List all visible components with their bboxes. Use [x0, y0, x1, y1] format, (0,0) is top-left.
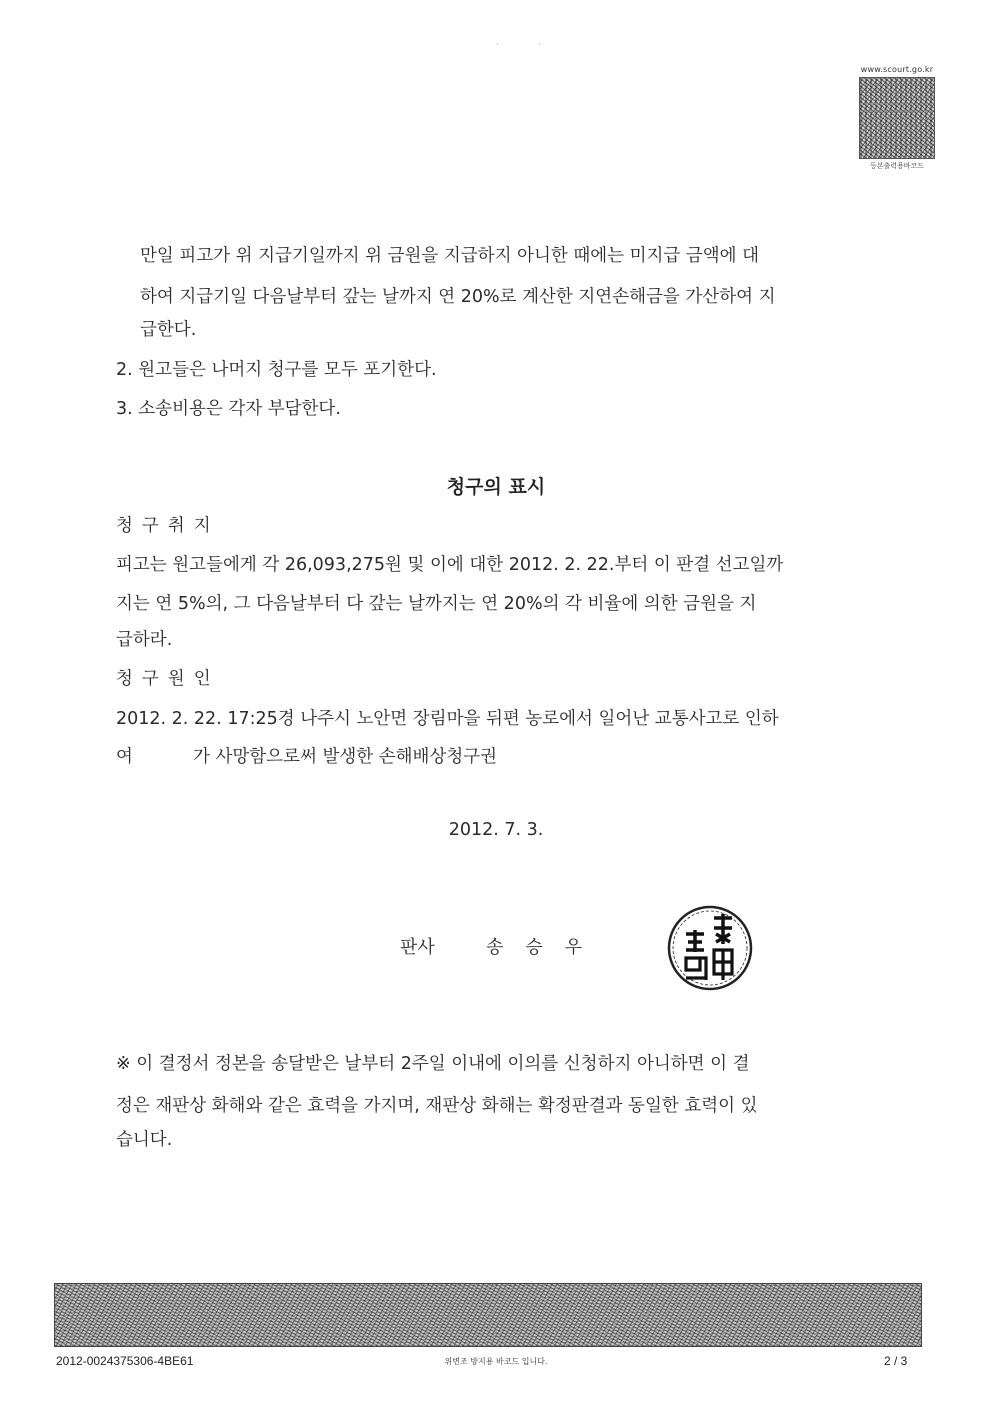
2d-barcode-icon: [859, 77, 935, 159]
decision-date: 2012. 7. 3.: [448, 820, 544, 840]
body-line-1: 만일 피고가 위 지급기일까지 위 금원을 지급하지 아니한 때에는 미지급 금액에 대: [140, 246, 760, 266]
claim-cause-label: 청구원인: [116, 669, 220, 689]
anti-forgery-note: 위변조 방지용 바코드 입니다.: [444, 1357, 548, 1366]
notice-line-1: ※ 이 결정서 정본을 송달받은 날부터 2주일 이내에 이의를 신청하지 아니하면 이 결: [116, 1054, 750, 1074]
judge-title: 판사: [400, 937, 435, 958]
body-line-5: 3. 소송비용은 각자 부담한다.: [116, 399, 341, 419]
claim-purpose-line-2: 지는 연 5%의, 그 다음날부터 다 갚는 날까지는 연 20%의 각 비율에 의한 금원을 지: [116, 594, 757, 614]
page-number: 2 / 3: [884, 1354, 908, 1368]
notice-line-2: 정은 재판상 화해와 같은 효력을 가지며, 재판상 화해는 확정판결과 동일한 효력이 있: [116, 1096, 758, 1116]
claim-purpose-line-1: 피고는 원고들에게 각 26,093,275원 및 이에 대한 2012. 2. 22.부터 이 판결 선고일까: [116, 555, 784, 575]
judge-name: 송승우: [486, 937, 605, 958]
claim-purpose-label: 청구취지: [116, 516, 220, 536]
certified-copy-barcode-block: [857, 65, 937, 173]
anti-forgery-barcode-strip: [54, 1283, 922, 1347]
claim-cause-line-1: 2012. 2. 22. 17:25경 나주시 노안면 장림마을 뒤편 농로에서 일어난 교통사고로 인하: [116, 709, 779, 729]
body-line-2: 하여 지급기일 다음날부터 갚는 날까지 연 20%로 계산한 지연손해금을 가산하여 지: [140, 287, 776, 307]
section-title: 청구의 표시: [446, 476, 546, 498]
document-number: 2012-0024375306-4BE61: [56, 1354, 194, 1368]
body-line-4: 2. 원고들은 나머지 청구를 모두 포기한다.: [116, 360, 437, 380]
notice-line-3: 습니다.: [116, 1130, 173, 1150]
barcode-label: 등본출력용바코드: [869, 162, 925, 170]
claim-cause-line-2a: 여: [116, 747, 133, 767]
claim-purpose-line-3: 급하라.: [116, 630, 173, 650]
judge-seal-icon: [666, 904, 754, 992]
body-line-3: 급한다.: [140, 320, 197, 340]
barcode-url: www.scourt.go.kr: [860, 65, 934, 74]
claim-cause-line-2b: 가 사망함으로써 발생한 손해배상청구권: [193, 747, 498, 767]
scan-artifact-dots: ··: [496, 40, 582, 49]
